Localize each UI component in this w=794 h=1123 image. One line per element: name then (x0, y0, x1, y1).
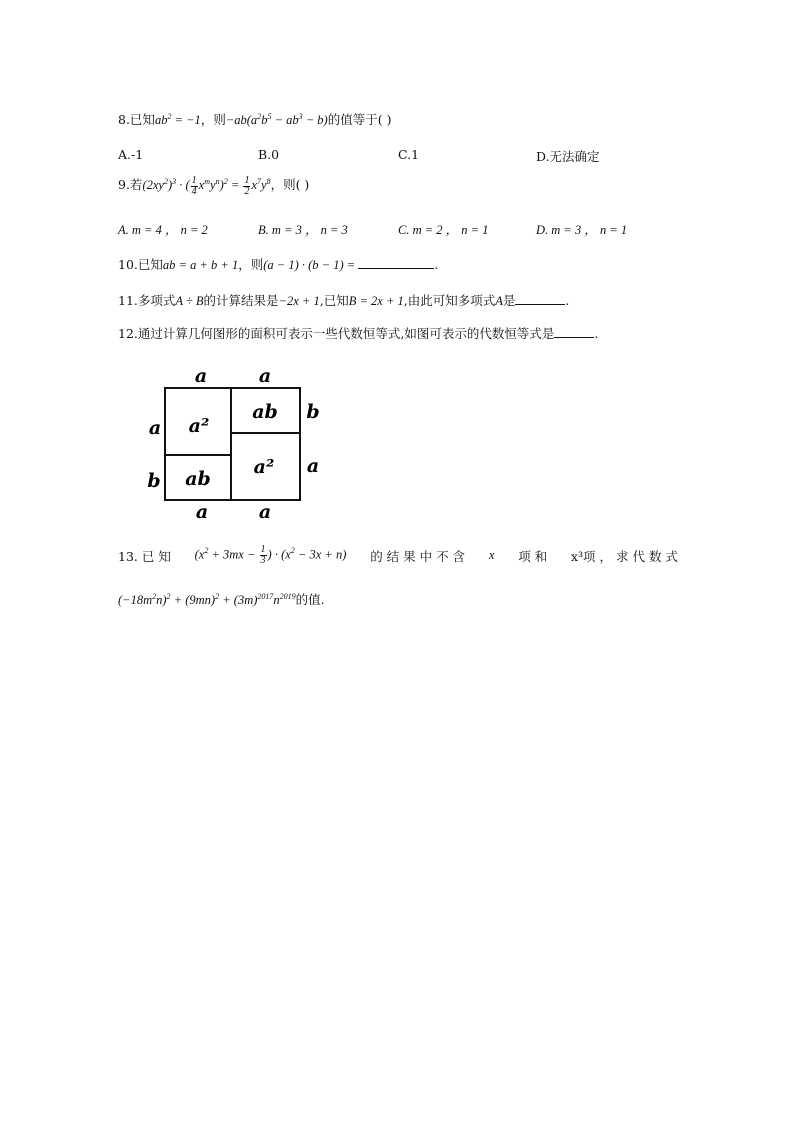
q11-b-value: B = 2x + 1 (348, 294, 404, 308)
q12-suffix: . (594, 326, 599, 341)
figure-cell-label-top-left: a² (188, 415, 210, 437)
q8-option-d: D.无法确定 (536, 149, 600, 164)
figure-right-label-2: a (306, 455, 320, 477)
q8-condition: $ab^2 = -1$ (154, 111, 201, 127)
figure-top-label-1: a (194, 365, 208, 387)
figure-left-label-2: b (147, 470, 161, 492)
question-13 (118, 545, 678, 566)
q13-prefix: 13. 已 知 (118, 548, 171, 564)
q13-expression: ($x^2 + 3mx$ − $\frac{1}{3}$ ) · $(x^2 - 3x + n)$ (194, 544, 347, 566)
q9-option-d: D. m = 3 ， n = 1 (536, 223, 628, 237)
q8-option-c: C.1 (398, 147, 420, 162)
q8-option-b: B.0 (258, 147, 280, 162)
q10-mid: ，则 (238, 257, 264, 272)
q11-mid1: 的计算结果是 (203, 293, 279, 308)
q9-suffix: ，则( ) (270, 177, 310, 192)
q11-result: −2x + 1 (278, 294, 320, 308)
q9-option-c: C. m = 2 ， n = 1 (398, 223, 489, 237)
q13-x: x (488, 548, 495, 562)
q13-line2-suffix: 的值. (295, 592, 325, 607)
q8-mid: ，则 (200, 112, 226, 127)
q8-expression: $-ab(a^2b^5 - ab^3 - b)$ (225, 111, 328, 127)
q11-mid3: ,由此可知多项式 (403, 293, 496, 308)
figure-cell-label-bottom-left: ab (185, 468, 211, 490)
q11-mid2: ,已知 (319, 293, 349, 308)
q8-option-a: A.-1 (118, 147, 144, 162)
q11-division: A ÷ B (175, 294, 204, 308)
q13-suffix-1: 的 结 果 中 不 含 (370, 548, 466, 564)
question-13-line-2 (118, 590, 325, 608)
q12-text: 12.通过计算几何图形的面积可表示一些代数恒等式,如图可表示的代数恒等式是 (118, 326, 555, 341)
q11-suffix: . (565, 293, 570, 308)
q10-suffix: . (434, 257, 439, 272)
q10-expression: (a − 1) · (b − 1) = (263, 258, 359, 272)
q11-mid4: 是 (502, 293, 516, 308)
q9-equation: $(2xy^2)^3$ · ( $\frac{1}{4}$ $x^my^n)^2$ = $\frac{1}{2}$ $x^7y^8$ (142, 174, 271, 197)
q11-prefix: 11.多项式 (118, 293, 176, 308)
q8-prefix: 8.已知 (118, 112, 155, 127)
figure-bottom-label-1: a (195, 501, 209, 523)
q10-condition: ab = a + b + 1 (162, 258, 239, 272)
figure-top-label-2: a (258, 365, 272, 387)
figure-cell-label-top-right: ab (252, 401, 278, 423)
q13-target-expression: $(-18m^2n)^2 + (9mn)^2 + (3m)^{2017}n^{2019}$ (118, 591, 296, 607)
figure-right-label-1: b (306, 401, 320, 423)
q13-suffix-2: 项 和 (518, 548, 548, 564)
figure-bottom-label-2: a (258, 501, 272, 523)
figure-left-label-1: a (148, 417, 162, 439)
q9-option-a: A. m = 4 ， n = 2 (118, 223, 208, 237)
q9-prefix: 9.若 (118, 177, 143, 192)
figure-cell-label-bottom-right: a² (253, 456, 275, 478)
q11-a: A (495, 294, 503, 308)
q9-option-b: B. m = 3 ， n = 3 (258, 223, 348, 237)
q10-prefix: 10.已知 (118, 257, 163, 272)
q13-suffix-3: x³项 ， 求 代 数 式 (571, 548, 678, 564)
q8-suffix: 的值等于( ) (327, 112, 392, 127)
